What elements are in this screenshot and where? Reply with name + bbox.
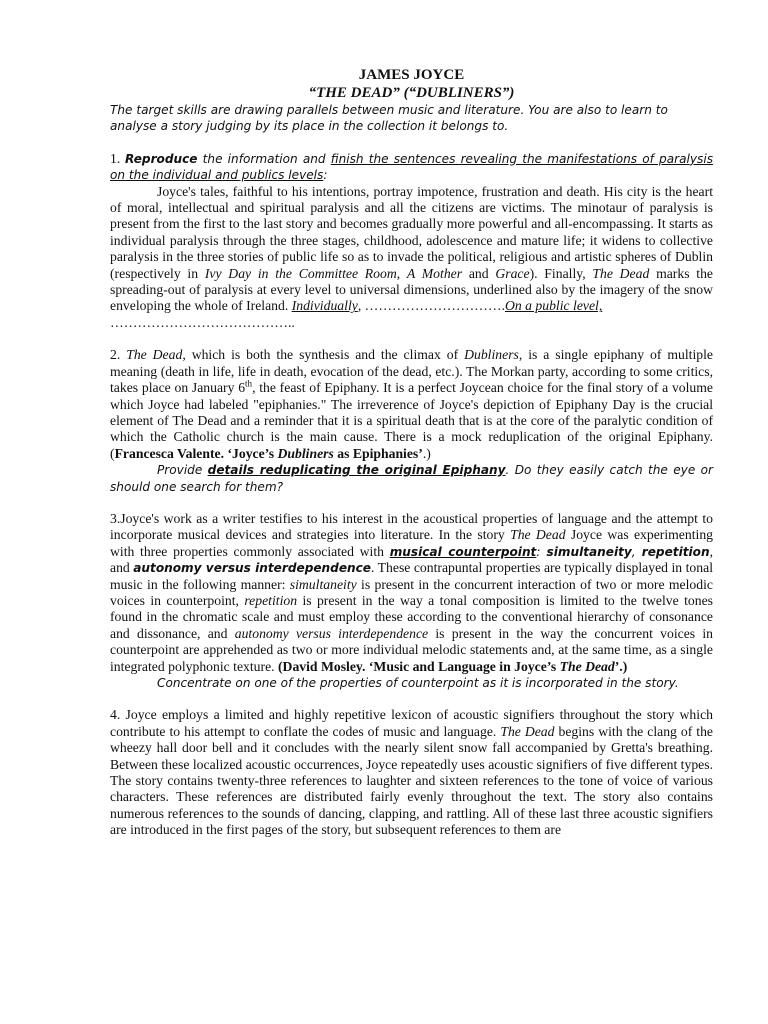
text-run: , xyxy=(631,544,642,559)
superscript: th xyxy=(245,378,253,389)
section-1-body xyxy=(110,184,713,332)
citation: Francesca Valente. ‘Joyce’s xyxy=(114,445,278,461)
text-run: and xyxy=(462,265,496,281)
story-title: A Mother xyxy=(406,265,463,281)
text-run: 3.Joyce's work as a writer testifies to his interest in the acoustical properties of language and the attempt to incorporate musical devices and strategies into literature. In the story xyxy=(110,510,713,543)
term: autonomy versus interdependence xyxy=(234,625,429,641)
text-run: marks the spreading-out of paralysis at every level to universal dimensions, underlined also by the imagery of the snow enveloping the whole of Ireland. xyxy=(110,265,714,314)
text-run: 4. Joyce employs a limited and highly repetitive lexicon of acoustic signifiers throughout the story which contribute to his attempt to conflate the codes of music and language. xyxy=(110,707,713,739)
text-run: . These contrapuntal properties are typically displayed in tonal music in the following manner: xyxy=(110,560,713,592)
text-run: Provide xyxy=(157,463,208,478)
text-run: is present in the concurrent interaction of two or more melodic voices in counterpoint, xyxy=(110,576,713,608)
intro-paragraph: The target skills are drawing parallels between music and literature. You are also to learn to analyse a story judging by its place in the collection it belongs to. xyxy=(110,103,668,134)
spacer xyxy=(110,135,713,151)
musical-counterpoint-term: musical counterpoint xyxy=(389,544,537,559)
section-2-body xyxy=(110,347,713,462)
citation: ’.) xyxy=(614,658,628,674)
term: repetition xyxy=(641,544,710,559)
section-1-heading xyxy=(110,151,713,184)
text-run: begins with the clang of the wheezy hall door bell and it concludes with the nearly silent snow fall accompanied by Gretta's breathing. Between these localized acoustic occurrences, Joyce repeatedly uses acoustic signifiers of five different types. The story contains twenty-three references to laughter and sixteen references to the tone of voice of various characters. These references are distributed fairly evenly throughout the text. The story also contains numerous references to the sounds of dancing, clapping, and rattling. All of these last three acoustic signifiers are introduced in the first pages of the story, but subsequent references to them are xyxy=(110,723,713,838)
page-title: JAMES JOYCE xyxy=(358,67,465,83)
text-run: : xyxy=(323,168,328,183)
story-title: The Dead xyxy=(510,527,566,543)
section-3-body xyxy=(110,511,713,675)
term: simultaneity xyxy=(546,544,632,559)
term: autonomy versus interdependence xyxy=(133,561,372,576)
document-page xyxy=(110,66,713,839)
citation: (David Mosley. ‘Music and Language in Joyce’s xyxy=(278,658,560,674)
text-run: , and xyxy=(110,543,713,576)
finish-task-text: finish the sentences revealing the manifestations of paralysis on the individual and publics levels xyxy=(110,151,713,183)
text-run: is present in the way a tonal composition is limited to the twelve tones found in the chromatic scale and must employ these according to the conventional hierarchy of consonance and dissonance, and xyxy=(110,592,713,641)
text-run: , is a single epiphany of multiple meaning (death in life, life in death, evocation of the dead, etc.). The Morkan party, according to some critics, takes place on January 6 xyxy=(110,347,713,396)
text-run: .) xyxy=(422,445,431,461)
public-level-prompt: On a public level, xyxy=(504,298,603,314)
story-title: The Dead xyxy=(592,265,650,281)
text-run: , xyxy=(396,265,407,281)
text-run: is present in the way the concurrent voices in counterpoint are apprehended as two or more individual melodic statements and, at the same time, as a single integrated polyphonic texture. xyxy=(110,625,713,674)
section-2-task xyxy=(110,462,713,495)
section-3-task xyxy=(110,675,713,691)
text-run: Joyce was experimenting with three properties commonly associated with xyxy=(110,527,714,559)
text-run: , which is both the synthesis and the climax of xyxy=(182,347,465,363)
spacer xyxy=(110,495,713,511)
section-4-body xyxy=(110,707,713,838)
fill-in-blank: ………………………………….. xyxy=(110,314,295,330)
book-title: Dubliners xyxy=(464,347,519,363)
section-number: 2. xyxy=(110,347,127,363)
term: simultaneity xyxy=(289,576,357,592)
reproduce-keyword: Reproduce xyxy=(125,151,198,166)
citation-title: The Dead xyxy=(559,658,615,674)
text-run: . Do they easily catch the eye or should one search for them? xyxy=(110,463,713,494)
text-run: : xyxy=(536,544,547,559)
text-run: , the feast of Epiphany. It is a perfect Joycean choice for the final story of a volume which Joyce had labeled "epiphanies." The irreverence of Joyce's depiction of Epiphany Day is the crucial element of The Dead and a reminder that it is a spiritual death that is at the core of the paralytic condition of which the Catholic church is the main cause. There is a mock reduplication of the original Epiphany. ( xyxy=(110,380,713,461)
spacer xyxy=(110,691,713,707)
text-run: the information and xyxy=(197,151,331,166)
story-title: Ivy Day in the Committee Room xyxy=(204,265,397,281)
story-title: Grace xyxy=(495,265,530,281)
individually-prompt: Individually xyxy=(291,298,358,314)
page-subtitle: “THE DEAD” (“DUBLINERS”) xyxy=(308,85,515,101)
story-title: The Dead xyxy=(126,347,183,363)
text-run: Joyce's tales, faithful to his intentions, portray impotence, frustration and death. His city is the heart of moral, intellectual and spiritual paralysis and all the citizens are victims. The minotaur of paralysis is present from the first to the last story and becomes gradually more powerful and all-encompassing. It starts as individual paralysis through the three stages, childhood, adolescence and mature life; it widens to collective paralysis in the three stories of public life so as to invade the political, religious and artistic spheres of Dublin (respectively in xyxy=(110,183,713,281)
term: repetition xyxy=(244,592,298,608)
story-title: The Dead xyxy=(500,723,555,739)
citation: as Epiphanies’ xyxy=(333,445,423,461)
task-text: Concentrate on one of the properties of counterpoint as it is incorporated in the story. xyxy=(157,676,679,690)
fill-in-blank: , …………………………. xyxy=(357,298,505,314)
spacer xyxy=(110,331,713,347)
text-run: ). Finally, xyxy=(529,265,593,281)
citation-title: Dubliners xyxy=(277,445,334,461)
section-number: 1. xyxy=(110,150,126,166)
task-keyword: details reduplicating the original Epiphany xyxy=(207,463,506,478)
